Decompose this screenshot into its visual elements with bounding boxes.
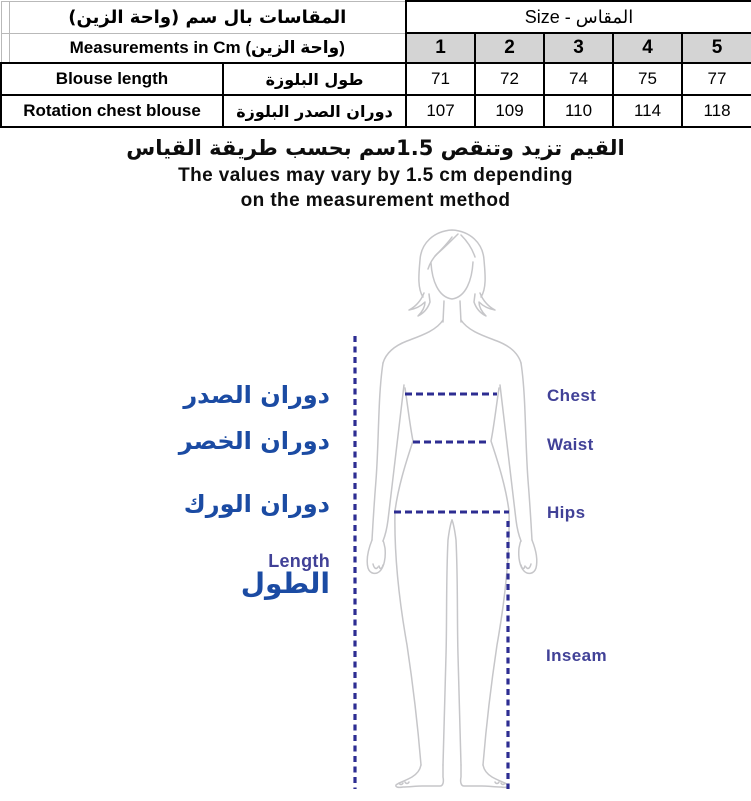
waist-label-english: Waist bbox=[547, 435, 594, 454]
value-cell: 118 bbox=[682, 95, 751, 127]
variance-note-arabic: القيم تزيد وتنقص 1.5سم بحسب طريقة القياس bbox=[126, 136, 625, 160]
size-column-1: 1 bbox=[406, 33, 475, 63]
size-column-4: 4 bbox=[613, 33, 682, 63]
value-cell: 77 bbox=[682, 63, 751, 95]
hips-label-arabic: دوران الورك bbox=[183, 490, 330, 518]
value-cell: 75 bbox=[613, 63, 682, 95]
row-label-arabic: طول البلوزة bbox=[223, 63, 406, 95]
value-cell: 71 bbox=[406, 63, 475, 95]
length-label-english: Length bbox=[268, 551, 330, 571]
value-cell: 110 bbox=[544, 95, 613, 127]
row-label-english: Rotation chest blouse bbox=[1, 95, 223, 127]
inseam-label-english: Inseam bbox=[546, 646, 607, 665]
value-cell: 114 bbox=[613, 95, 682, 127]
variance-note-english-line2: on the measurement method bbox=[240, 190, 511, 211]
hips-label-english: Hips bbox=[547, 503, 586, 522]
female-body-figure bbox=[367, 230, 537, 787]
table-title-arabic: المقاسات بال سم (واحة الزين) bbox=[9, 1, 406, 33]
value-cell: 109 bbox=[475, 95, 544, 127]
waist-label-arabic: دوران الخصر bbox=[178, 427, 330, 455]
table-title-english: Measurements in Cm (واحة الزين) bbox=[9, 33, 406, 63]
size-header: Size - المقاس bbox=[406, 1, 751, 33]
chest-label-english: Chest bbox=[547, 386, 597, 405]
size-column-5: 5 bbox=[682, 33, 751, 63]
chest-label-arabic: دوران الصدر bbox=[183, 381, 330, 409]
length-label-arabic: الطول bbox=[240, 567, 330, 600]
row-label-english: Blouse length bbox=[1, 63, 223, 95]
size-column-2: 2 bbox=[475, 33, 544, 63]
value-cell: 72 bbox=[475, 63, 544, 95]
value-cell: 74 bbox=[544, 63, 613, 95]
value-cell: 107 bbox=[406, 95, 475, 127]
variance-note-english-line1: The values may vary by 1.5 cm depending bbox=[178, 165, 573, 186]
size-column-3: 3 bbox=[544, 33, 613, 63]
row-label-arabic: دوران الصدر البلوزة bbox=[223, 95, 406, 127]
